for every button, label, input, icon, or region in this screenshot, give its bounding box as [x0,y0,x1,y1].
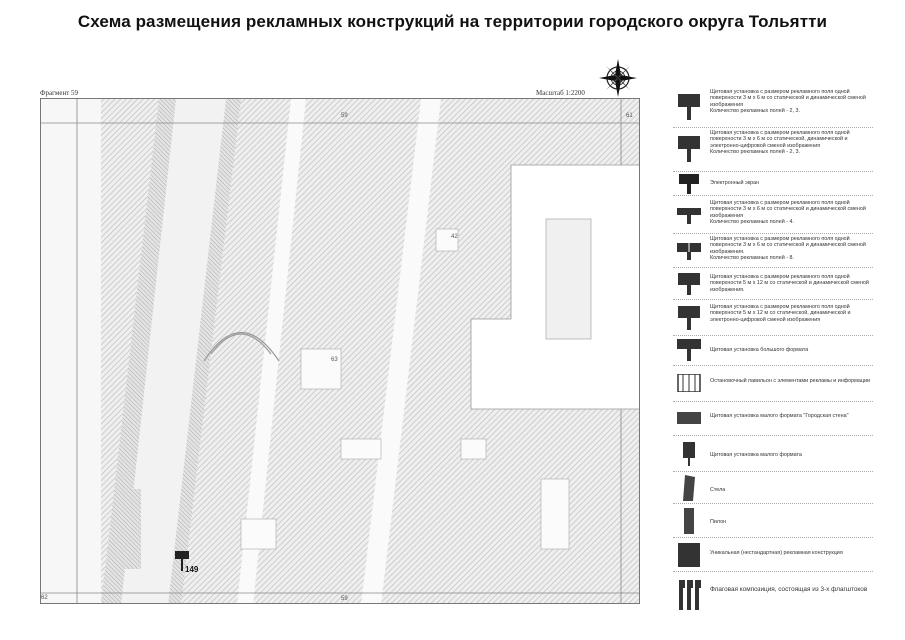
legend-text: Уникальная (нестандартная) рекламная конструкция [710,550,843,556]
large-format-billboard-icon [677,339,701,361]
map-drawing [41,99,640,604]
flag-composition-icon [677,580,701,610]
scale-label: Масштаб 1:2200 [536,89,585,97]
compass-rose-icon [598,58,638,98]
plot-label: 59 [341,113,348,119]
legend-item [673,300,873,336]
billboard-8-fields-icon [677,242,701,260]
legend-item [673,538,873,572]
billboard-4-fields-icon [677,206,701,224]
legend-text: Щитовая установка малого формата "Городская стена" [710,413,849,419]
legend-item [673,402,873,436]
legend-text: Щитовая установка с размером рекламного поля одной поверхности 5 м х 12 м со статической, динамической и электронно-цифровой сменой изображения [710,304,851,323]
legend-text: Щитовая установка большого формата [710,347,809,353]
legend-text: Щитовая установка с размером рекламного поля одной поверхности 3 м х 6 м со статической и динамической сменой изображения Количество рекламных полей - 4. [710,200,866,225]
legend-item [673,268,873,300]
small-format-billboard-icon [677,442,701,466]
plot-label: 59 [341,596,348,602]
legend-item [673,196,873,234]
legend [673,86,873,614]
legend-item [673,366,873,402]
billboard-3x6-digital-icon [677,136,701,162]
legend-item [673,336,873,366]
legend-text: Стела [710,487,726,493]
legend-item [673,172,873,196]
pylon-icon [677,508,701,534]
page-title: Схема размещения рекламных конструкций на территории городского округа Тольятти [77,12,828,31]
legend-text: Остановочный павильон с элементами рекламы и информации [710,378,870,384]
legend-text: Пилон [710,519,727,525]
electronic-screen-icon [677,174,701,194]
legend-item [673,472,873,504]
unique-art-construction-icon [677,543,701,567]
billboard-5x12-icon [677,273,701,295]
plot-label: 62 [41,595,48,601]
legend-item [673,572,873,614]
legend-item [673,86,873,128]
legend-text: Электронный экран [710,180,760,186]
legend-text: Щитовая установка с размером рекламного поля одной поверхности 5 м х 12 м со статической и динамической сменой изображения. [710,274,869,293]
legend-text: Щитовая установка с размером рекламного поля одной поверхности 3 м х 6 м со статической и динамической сменой изображения. Количество рекламных полей - 8. [710,236,866,261]
plot-label: 61 [626,113,633,119]
legend-text: Щитовая установка с размером рекламного поля одной поверхности 3 м х 6 м со статической и динамической сменой изображения Количество рекламных полей - 2, 3. [710,89,866,114]
plot-label: 63 [331,357,338,363]
billboard-5x12-digital-icon [677,306,701,330]
stela-icon [677,475,701,501]
billboard-3x6-icon [677,94,701,120]
legend-item [673,436,873,472]
legend-item [673,234,873,268]
legend-text: Флаговая композиция, состоящая из 3-х флагштоков [710,586,868,593]
plot-label: 42 [451,234,458,240]
marker-number: 149 [185,565,199,574]
legend-text: Щитовая установка с размером рекламного поля одной поверхности 3 м х 6 м со статической, динамической и электронно-цифровой сменой изображения Количество рекламных полей - 2, 3. [710,130,850,155]
city-wall-icon [677,412,701,424]
map-fragment[interactable] [40,98,640,604]
fragment-label: Фрагмент 59 [40,89,79,97]
stop-pavilion-icon [677,374,701,392]
legend-item [673,128,873,172]
legend-item [673,504,873,538]
legend-text: Щитовая установка малого формата [710,452,802,458]
